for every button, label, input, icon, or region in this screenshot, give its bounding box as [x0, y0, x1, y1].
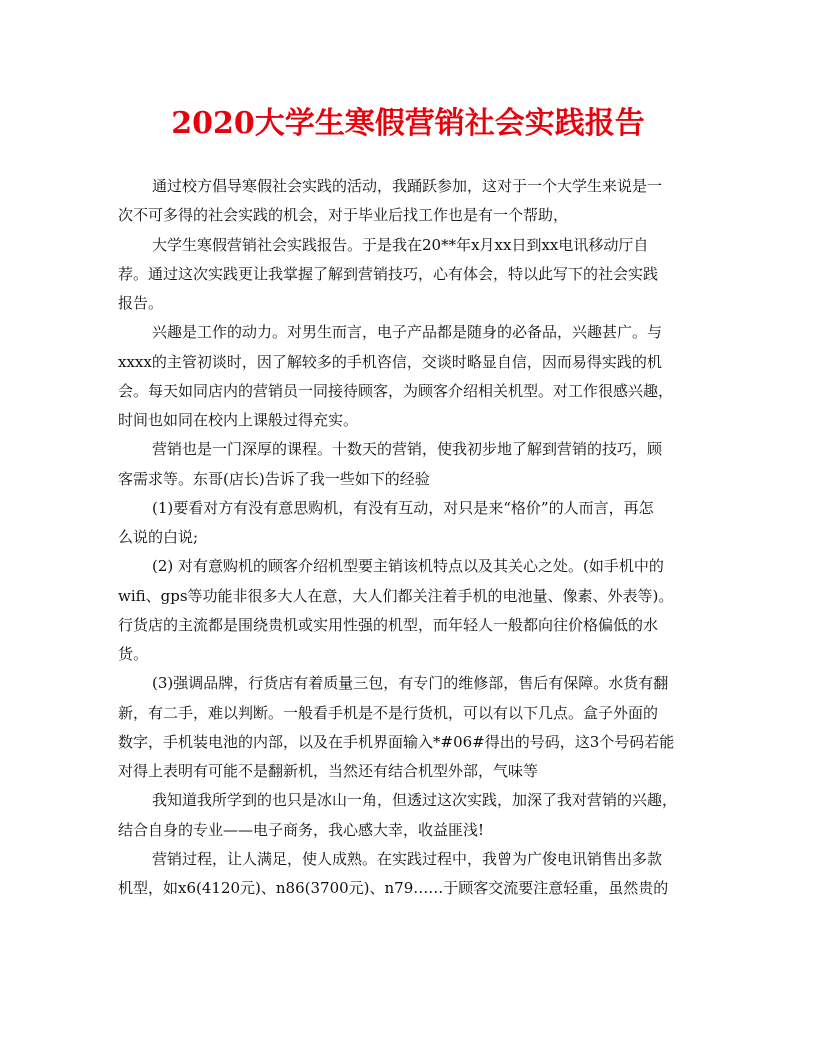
body-text-line: 营销过程，让人满足，使人成熟。在实践过程中，我曾为广俊电讯销售出多款	[152, 849, 663, 868]
body-text-line: 数字，手机装电池的内部，以及在手机界面输入*#06#得出的号码，这3个号码若能	[118, 732, 675, 751]
body-text-line: (1)要看对方有没有意思购机，有没有互动，对只是来“格价”的人而言，再怎	[152, 498, 654, 517]
body-text-line: 营销也是一门深厚的课程。十数天的营销，使我初步地了解到营销的技巧，顾	[152, 440, 663, 459]
body-text-line: 通过校方倡导寒假社会实践的活动，我踊跃参加，这对于一个大学生来说是一	[152, 177, 663, 195]
body-text-line: 大学生寒假营销社会实践报告。于是我在20**年x月xx日到xx电讯移动厅自	[152, 235, 649, 254]
document-body	[118, 172, 702, 903]
body-text-line: 时间也如同在校内上课般过得充实。	[118, 411, 359, 429]
body-text-line: (2) 对有意购机的顾客介绍机型要主销该机特点以及其关心之处。(如手机中的	[152, 557, 664, 576]
body-text-line: xxxx的主管初谈时，因了解较多的手机咨信，交谈时略显自信，因而易得实践的机	[118, 352, 662, 371]
body-text-line: 么说的白说;	[118, 528, 199, 546]
body-text-line: 对得上表明有可能不是翻新机，当然还有结合机型外部，气味等	[118, 762, 539, 780]
body-text-line: 客需求等。东哥(店长)告诉了我一些如下的经验	[118, 469, 430, 488]
body-text-line: 兴趣是工作的动力。对男生而言，电子产品都是随身的必备品，兴趣甚广。与	[152, 323, 663, 342]
body-text-line: 次不可多得的社会实践的机会，对于毕业后找工作也是有一个帮助，	[118, 206, 569, 225]
body-text-line: 机型，如x6(4120元)、n86(3700元)、n79……于顾客交流要注意轻重，虽然贵的	[118, 879, 669, 897]
body-text-line: wifi、gps等功能非很多大人在意，大人们都关注着手机的电池量、像素、外表等)。	[118, 586, 674, 605]
body-text-line: 结合自身的专业——电子商务，我心感大幸，收益匪浅!	[118, 820, 485, 839]
body-text-line: 会。每天如同店内的营销员一同接待顾客，为顾客介绍相关机型。对工作很感兴趣，	[118, 381, 674, 400]
body-text-line: 新，有二手，难以判断。一般看手机是不是行货机，可以有以下几点。盒子外面的	[118, 703, 659, 722]
document-title: 2020大学生寒假营销社会实践报告	[171, 106, 645, 141]
body-text-line: 荐。通过这次实践更让我掌握了解到营销技巧，心有体会，特以此写下的社会实践	[118, 264, 659, 283]
body-text-line: 货。	[118, 645, 149, 663]
body-text-line: 报告。	[118, 294, 164, 312]
body-text-line: (3)强调品牌，行货店有着质量三包，有专门的维修部，售后有保障。水货有翻	[152, 674, 669, 693]
body-text-line: 我知道我所学到的也只是冰山一角，但透过这次实践，加深了我对营销的兴趣，	[152, 791, 678, 810]
body-text-line: 行货店的主流都是围绕贵机或实用性强的机型，而年轻人一般都向往价格偏低的水	[118, 615, 659, 634]
